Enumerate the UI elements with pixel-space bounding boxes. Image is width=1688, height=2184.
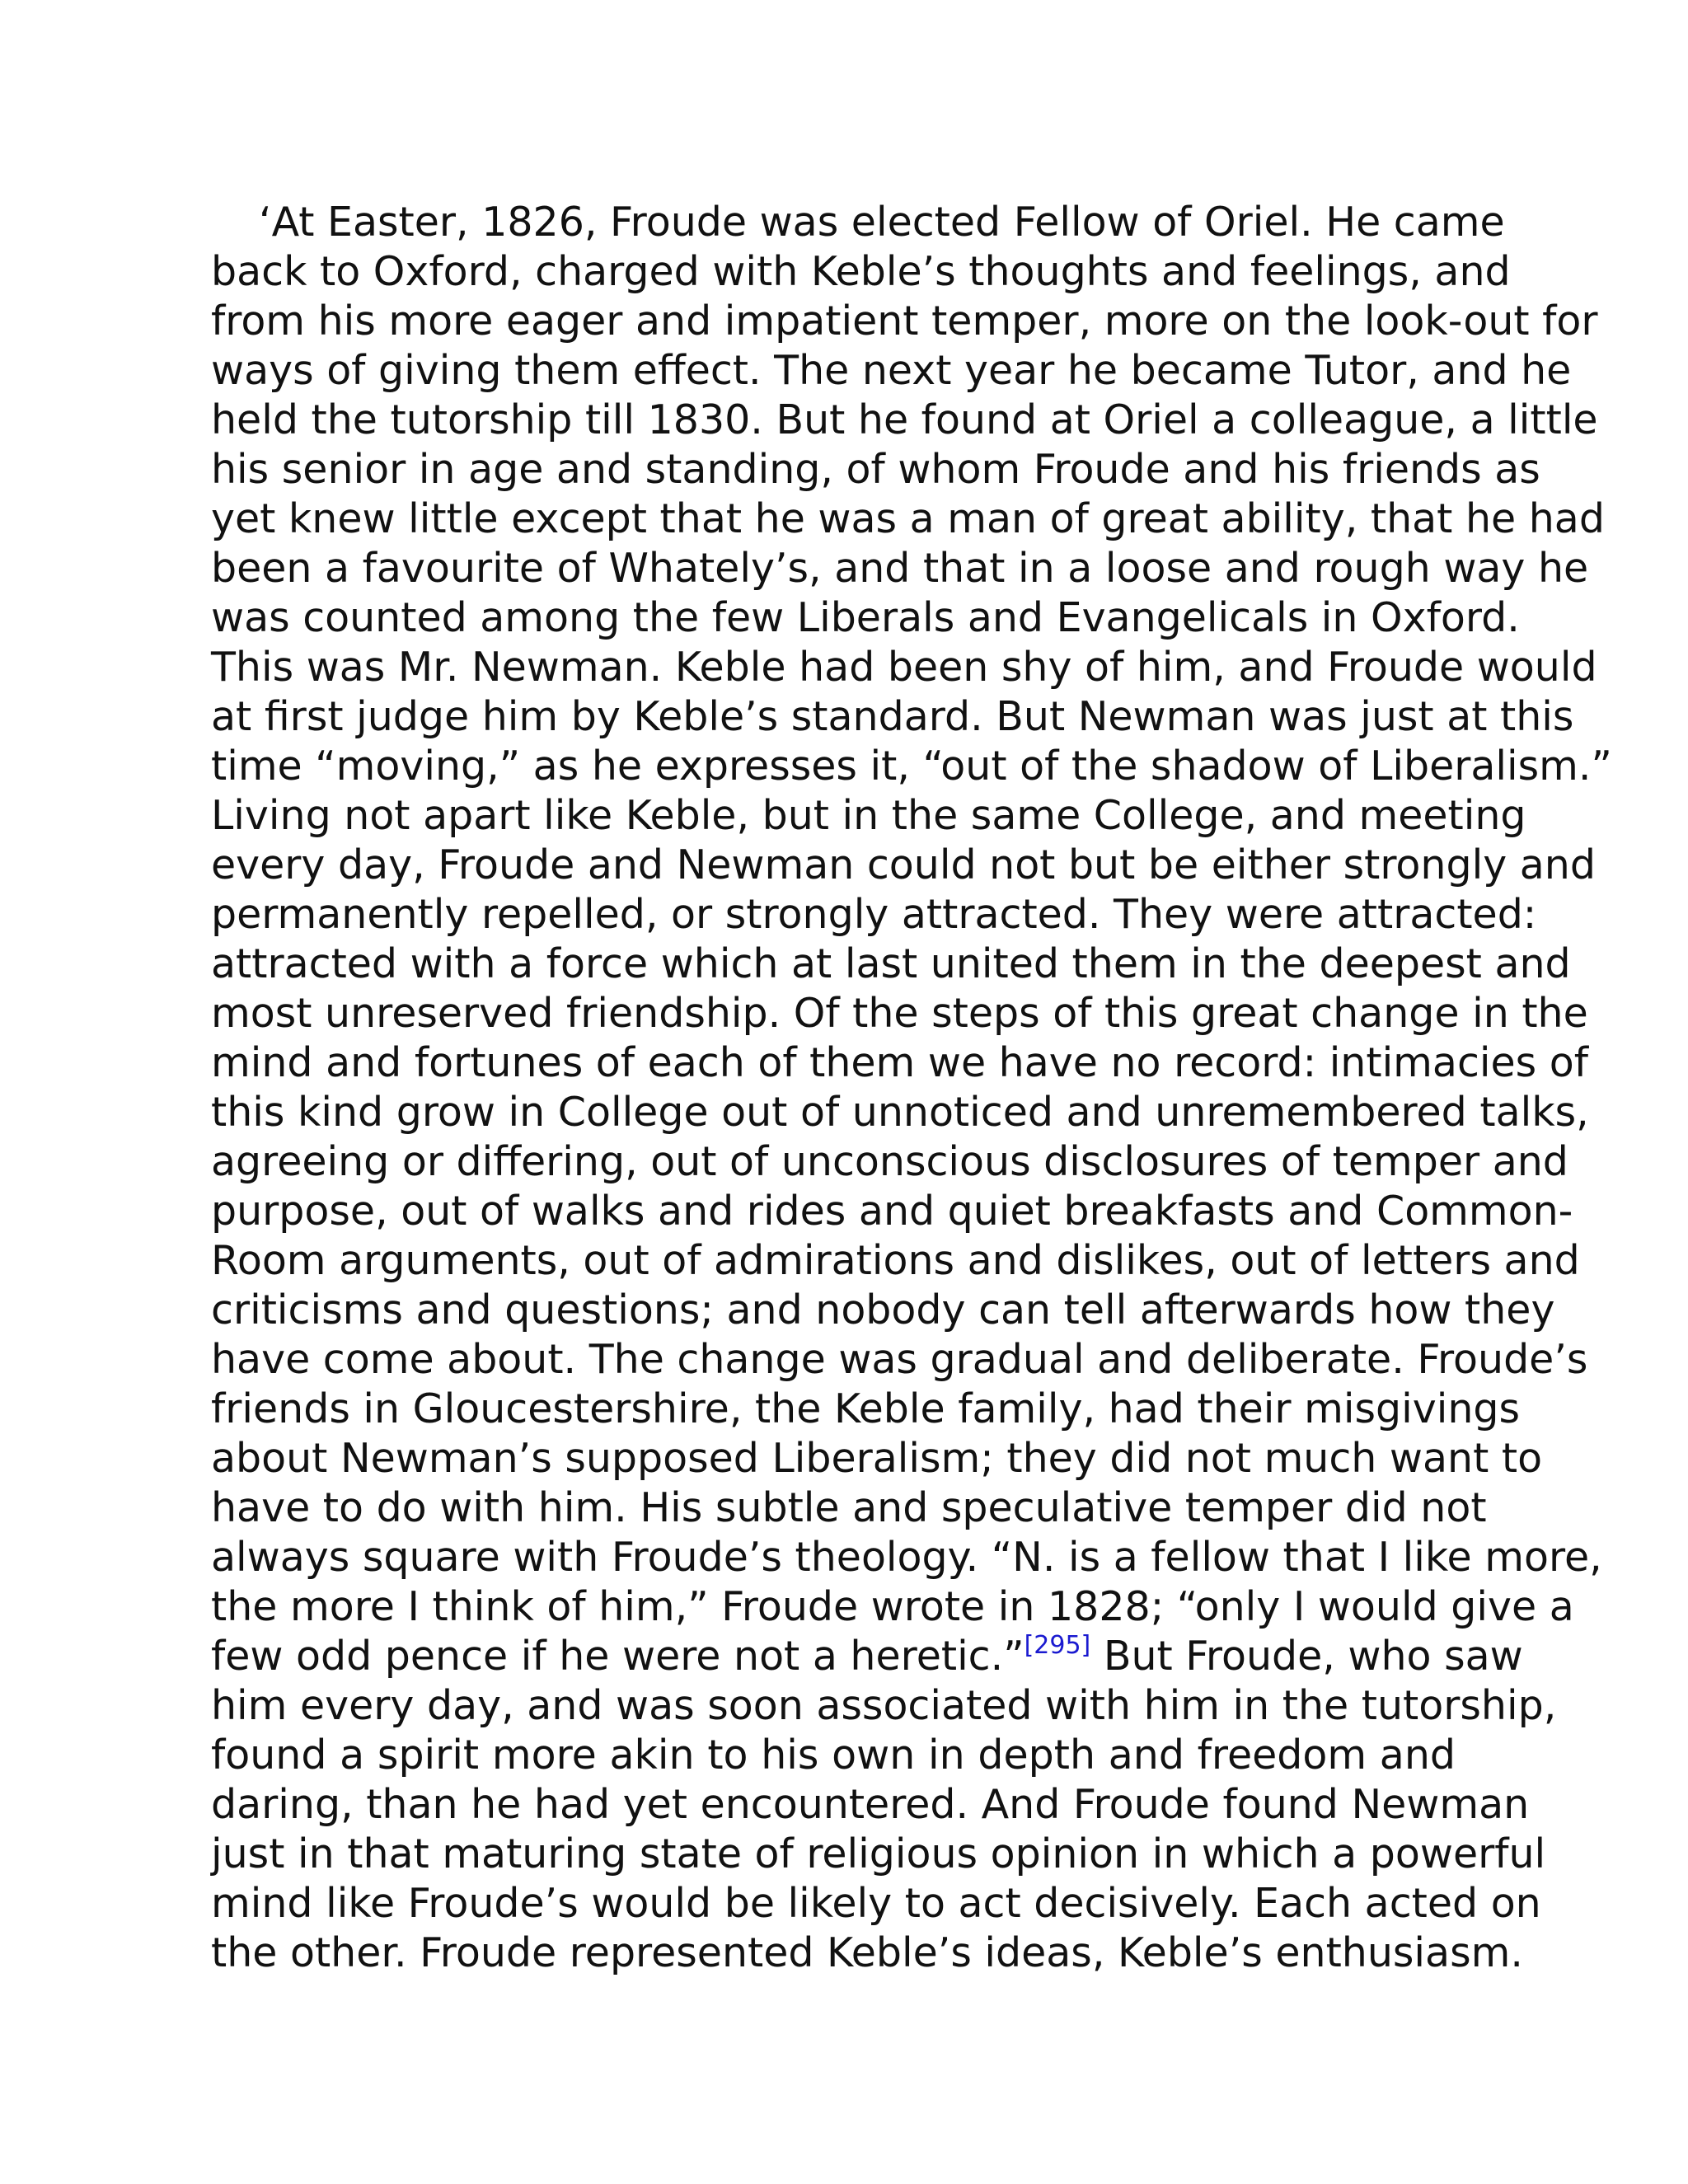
text-line: friends in Gloucestershire, the Keble family, had their misgivings bbox=[211, 1385, 1521, 1432]
footnote-text-line bbox=[211, 1631, 1523, 1681]
text-line: time “moving,” as he expresses it, “out of the shadow of Liberalism.” bbox=[211, 743, 1612, 790]
text-line: mind and fortunes of each of them we have no record: intimacies of bbox=[211, 1039, 1588, 1086]
footnote-line-before: few odd pence if he were not a heretic.” bbox=[211, 1633, 1025, 1680]
text-line: permanently repelled, or strongly attracted. They were attracted: bbox=[211, 891, 1537, 938]
footnote-reference-link[interactable]: [295] bbox=[1024, 1631, 1091, 1660]
text-line: been a favourite of Whately’s, and that in a loose and rough way he bbox=[211, 545, 1589, 592]
text-line: Living not apart like Keble, but in the same College, and meeting bbox=[211, 792, 1526, 839]
text-line: criticisms and questions; and nobody can tell afterwards how they bbox=[211, 1286, 1555, 1333]
text-line: the other. Froude represented Keble’s ideas, Keble’s enthusiasm. bbox=[211, 1929, 1523, 1976]
text-line: the more I think of him,” Froude wrote in 1828; “only I would give a bbox=[211, 1583, 1574, 1630]
text-line: daring, than he had yet encountered. And Froude found Newman bbox=[211, 1781, 1530, 1828]
text-line: this kind grow in College out of unnoticed and unremembered talks, bbox=[211, 1089, 1589, 1136]
footnote-line-after: But Froude, who saw bbox=[1090, 1633, 1523, 1680]
text-line: every day, Froude and Newman could not but be either strongly and bbox=[211, 841, 1596, 888]
text-line: about Newman’s supposed Liberalism; they did not much want to bbox=[211, 1435, 1543, 1482]
text-line: This was Mr. Newman. Keble had been shy of him, and Froude would bbox=[211, 644, 1597, 691]
text-line: at first judge him by Keble’s standard. But Newman was just at this bbox=[211, 693, 1574, 740]
body-paragraph bbox=[211, 198, 1612, 1978]
text-line: always square with Froude’s theology. “N. is a fellow that I like more, bbox=[211, 1534, 1602, 1581]
text-line: have come about. The change was gradual and deliberate. Froude’s bbox=[211, 1336, 1588, 1383]
text-line: was counted among the few Liberals and Evangelicals in Oxford. bbox=[211, 594, 1520, 641]
text-line: ways of giving them effect. The next year he became Tutor, and he bbox=[211, 347, 1572, 394]
text-line: most unreserved friendship. Of the steps of this great change in the bbox=[211, 990, 1588, 1037]
text-line: have to do with him. His subtle and speculative temper did not bbox=[211, 1484, 1487, 1531]
text-line: mind like Froude’s would be likely to act decisively. Each acted on bbox=[211, 1880, 1541, 1927]
text-line: his senior in age and standing, of whom Froude and his friends as bbox=[211, 446, 1540, 493]
text-line: ‘At Easter, 1826, Froude was elected Fellow of Oriel. He came bbox=[259, 199, 1505, 246]
text-line: Room arguments, out of admirations and dislikes, out of letters and bbox=[211, 1237, 1580, 1284]
text-line: from his more eager and impatient temper, more on the look-out for bbox=[211, 298, 1598, 344]
text-line: yet knew little except that he was a man of great ability, that he had bbox=[211, 495, 1605, 542]
text-line: back to Oxford, charged with Keble’s thoughts and feelings, and bbox=[211, 248, 1511, 295]
text-line: attracted with a force which at last united them in the deepest and bbox=[211, 940, 1571, 987]
text-line: held the tutorship till 1830. But he found at Oriel a colleague, a little bbox=[211, 396, 1598, 443]
text-line: agreeing or differing, out of unconscious disclosures of temper and bbox=[211, 1138, 1568, 1185]
text-line: purpose, out of walks and rides and quiet breakfasts and Common- bbox=[211, 1188, 1573, 1235]
text-line: just in that maturing state of religious opinion in which a powerful bbox=[211, 1830, 1546, 1877]
text-line: found a spirit more akin to his own in depth and freedom and bbox=[211, 1732, 1456, 1779]
text-line: him every day, and was soon associated with him in the tutorship, bbox=[211, 1682, 1557, 1729]
